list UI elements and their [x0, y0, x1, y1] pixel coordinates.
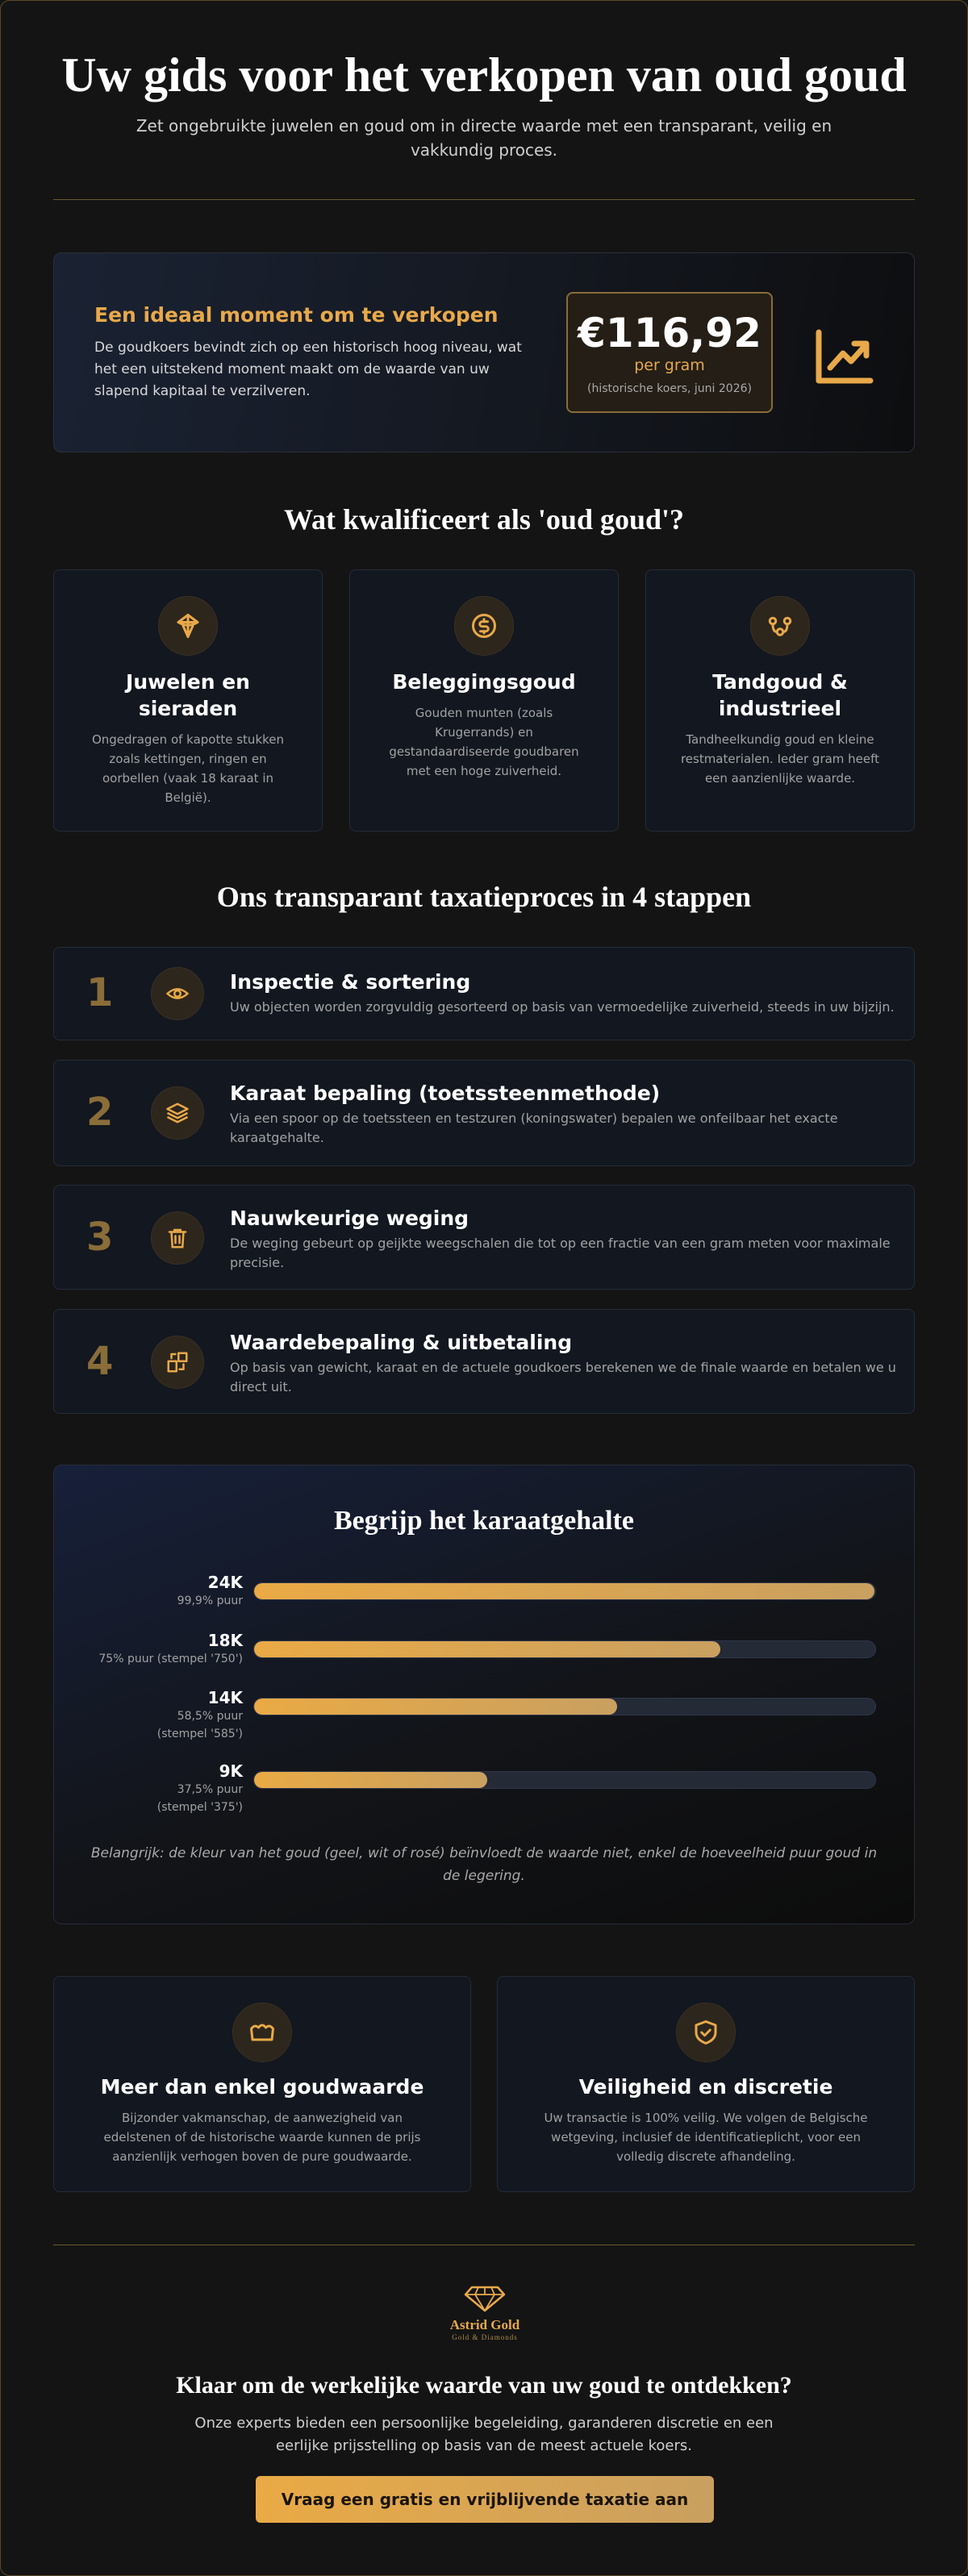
moment-text: De goudkoers bevindt zich op een historisch hoog niveau, wat het een uitstekend moment maakt om de waarde van uw slapend kapitaal te verzilveren. — [94, 340, 522, 399]
step-number: 1 — [86, 970, 114, 1015]
karat-bar-track — [253, 1698, 876, 1715]
step-title: Karaat bepaling (toetssteenmethode) — [230, 1082, 661, 1105]
market-moment-card — [53, 252, 915, 452]
karat-bar-fill — [254, 1583, 874, 1599]
gold-price-note: (historische koers, juni 2026) — [587, 382, 752, 395]
karat-desc: 99,9% puur — [177, 1594, 243, 1607]
process-step — [53, 1309, 915, 1414]
step-text: Op basis van gewicht, karaat en de actuele goudkoers berekenen we de finale waarde en betalen we u direct uit. — [230, 1360, 896, 1394]
karat-bar-track — [253, 1582, 876, 1600]
karat-bar-fill — [254, 1772, 487, 1788]
diamond-logo-icon — [464, 2285, 506, 2312]
step-text: De weging gebeurt op geijkte weegschalen die tot op een fractie van een gram meten voor maximale precisie. — [230, 1236, 891, 1270]
category-text: Gouden munten (zoals Krugerrands) en gestandaardiseerde goudbaren met een hoge zuiverheid. — [389, 706, 579, 778]
step-text: Uw objecten worden zorgvuldig gesorteerd op basis van vermoedelijke zuiverheid, steeds in uw bijzijn. — [230, 999, 895, 1015]
karat-value: 18K — [207, 1631, 243, 1650]
page-title: Uw gids voor het verkopen van oud goud — [61, 48, 907, 102]
karat-value: 24K — [207, 1573, 243, 1592]
process-step — [53, 1060, 915, 1166]
brand-logo — [436, 2285, 533, 2341]
category-card-jewelry — [53, 569, 323, 832]
feature-text: Uw transactie is 100% veilig. We volgen de Belgische wetgeving, inclusief de identificatieplicht, voor een volledig discrete afhandeling. — [544, 2111, 868, 2164]
karat-label — [65, 1573, 243, 1610]
cta-text: Onze experts bieden een persoonlijke begeleiding, garanderen discretie en een eerlijke prijsstelling op basis van de meest actuele koers. — [194, 2415, 774, 2454]
step-title: Nauwkeurige weging — [230, 1207, 469, 1230]
karat-bar-fill — [254, 1641, 720, 1657]
feature-card-craftsmanship — [53, 1976, 471, 2192]
process-step — [53, 947, 915, 1040]
step-number: 4 — [86, 1339, 114, 1384]
category-title: Beleggingsgoud — [392, 670, 576, 694]
feature-title: Veiligheid en discretie — [578, 2075, 833, 2099]
category-text: Tandheelkundig goud en kleine restmaterialen. Ieder gram heeft een aanzienlijke waarde. — [680, 732, 880, 786]
components-icon — [750, 596, 810, 656]
karat-bar-fill — [254, 1699, 617, 1715]
step-title: Waardebepaling & uitbetaling — [230, 1331, 573, 1354]
process-title: Ons transparant taxatieproces in 4 stappen — [216, 881, 752, 913]
karat-value: 14K — [207, 1688, 243, 1707]
step-number: 2 — [86, 1090, 114, 1135]
page-subtitle: Zet ongebruikte juwelen en goud om in directe waarde met een transparant, veilig en vakkundig proces. — [136, 116, 832, 160]
gold-price-value: €116,92 — [578, 310, 761, 356]
karat-label — [65, 1688, 243, 1743]
trend-chart-icon — [812, 324, 877, 389]
coin-icon — [454, 596, 514, 656]
karat-label — [65, 1631, 243, 1668]
feature-text: Bijzonder vakmanschap, de aanwezigheid van edelstenen of de historische waarde kunnen de prijs aanzienlijk verhogen boven de pure goudwaarde. — [103, 2111, 421, 2164]
category-title: Tandgoud & industrieel — [712, 670, 848, 720]
step-number: 3 — [86, 1215, 114, 1260]
eye-icon — [151, 967, 204, 1020]
category-title: Juwelen en sieraden — [126, 670, 250, 720]
step-title: Inspectie & sortering — [230, 970, 471, 994]
brand-tagline: Gold & Diamonds — [452, 2333, 518, 2341]
karat-title: Begrijp het karaatgehalte — [333, 1506, 635, 1536]
category-card-dental — [645, 569, 915, 832]
feature-card-security — [497, 1976, 915, 2192]
layers-icon — [151, 1086, 204, 1140]
moment-title: Een ideaal moment om te verkopen — [94, 303, 499, 327]
shield-check-icon — [676, 2003, 736, 2062]
category-text: Ongedragen of kapotte stukken zoals kettingen, ringen en oorbellen (vaak 18 karaat in België). — [91, 732, 285, 805]
cta-title: Klaar om de werkelijke waarde van uw goud te ontdekken? — [176, 2372, 792, 2399]
feature-title: Meer dan enkel goudwaarde — [100, 2075, 424, 2099]
karat-panel — [53, 1465, 915, 1924]
karat-bar-track — [253, 1771, 876, 1789]
brand-name: Astrid Gold — [449, 2317, 520, 2332]
karat-desc: 37,5% puur (stempel '375') — [156, 1783, 243, 1814]
karat-value: 9K — [219, 1761, 243, 1781]
karat-note: Belangrijk: de kleur van het goud (geel, wit of rosé) beïnvloedt de waarde niet, enkel de hoeveelheid puur goud in de legering. — [90, 1845, 878, 1884]
exchange-icon — [151, 1336, 204, 1389]
gold-price-unit: per gram — [634, 356, 705, 374]
trash-icon — [151, 1211, 204, 1265]
request-valuation-button[interactable]: Vraag een gratis en vrijblijvende taxatie aan — [256, 2476, 714, 2523]
karat-desc: 58,5% puur (stempel '585') — [156, 1710, 243, 1740]
karat-label — [65, 1761, 243, 1816]
step-text: Via een spoor op de toetssteen en testzuren (koningswater) bepalen we onfeilbaar het exacte karaatgehalte. — [230, 1111, 838, 1145]
qualifies-title: Wat kwalificeert als 'oud goud'? — [283, 503, 685, 536]
gold-price-box — [566, 292, 773, 413]
crown-icon — [232, 2003, 292, 2062]
karat-desc: 75% puur (stempel '750') — [98, 1653, 243, 1665]
category-card-investment — [349, 569, 619, 832]
divider — [53, 199, 915, 200]
gem-icon — [158, 596, 218, 656]
karat-bar-track — [253, 1640, 876, 1658]
process-step — [53, 1185, 915, 1290]
